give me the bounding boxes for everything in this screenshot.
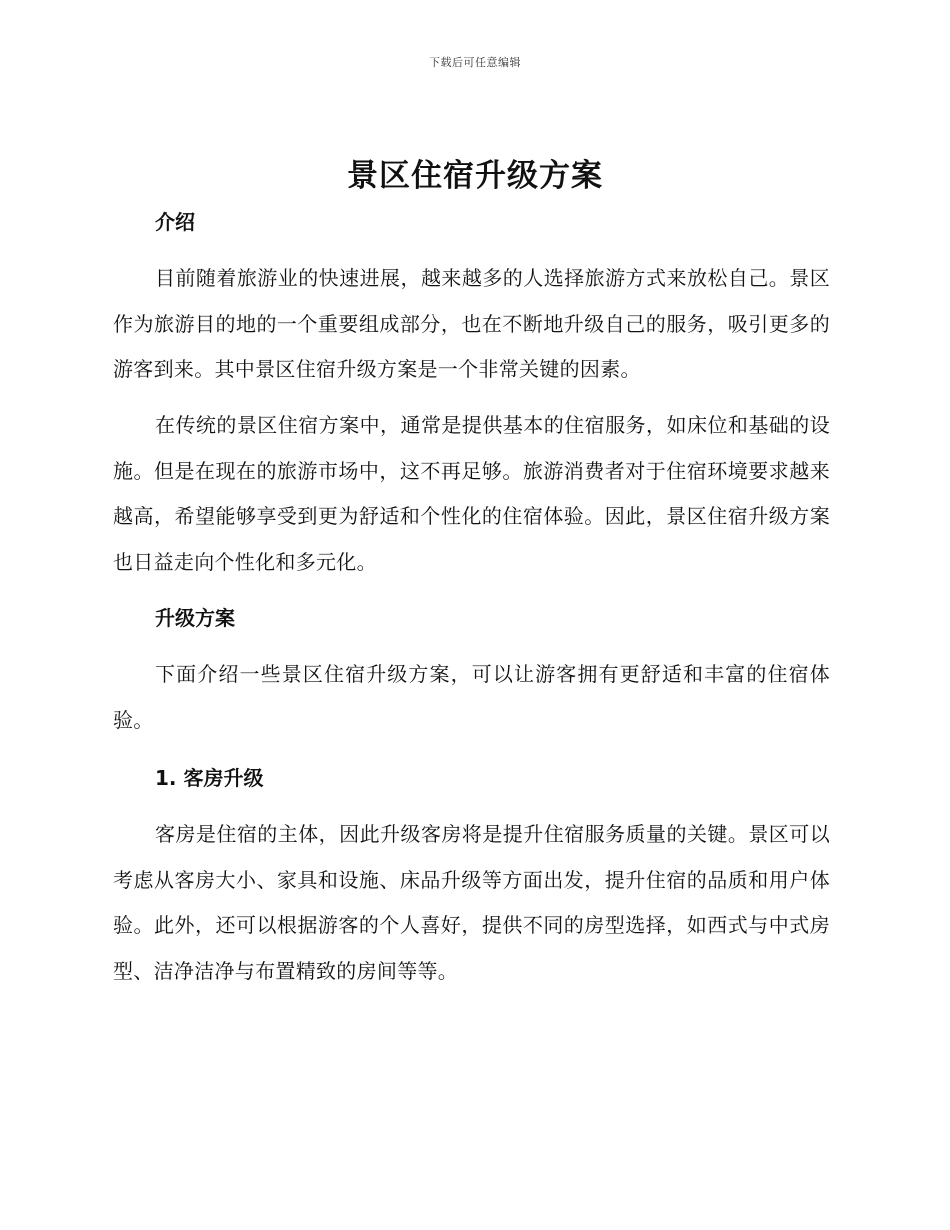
paragraph-intro-1: 目前随着旅游业的快速进展，越来越多的人选择旅游方式来放松自己。景区作为旅游目的地的一个重要组成部分，也在不断地升级自己的服务，吸引更多的游客到来。其中景区住宿升级方案是一个非常关键的因素。 [113,266,830,381]
section-heading-intro: 介绍 [155,210,195,234]
paragraph-rooms-1: 客房是住宿的主体，因此升级客房将是提升住宿服务质量的关键。景区可以考虑从客房大小、家具和设施、床品升级等方面出发，提升住宿的品质和用户体验。此外，还可以根据游客的个人喜好，提供不同的房型选择，如西式与中式房型、洁净洁净与布置精致的房间等等。 [113,822,830,983]
paragraph-upgrade-1: 下面介绍一些景区住宿升级方案，可以让游客拥有更舒适和丰富的住宿体验。 [113,662,830,732]
header-note: 下载后可任意编辑 [429,56,521,69]
section-heading-upgrade: 升级方案 [155,606,235,630]
paragraph-intro-2: 在传统的景区住宿方案中，通常是提供基本的住宿服务，如床位和基础的设施。但是在现在的旅游市场中，这不再足够。旅游消费者对于住宿环境要求越来越高，希望能够享受到更为舒适和个性化的住宿体验。因此，景区住宿升级方案也日益走向个性化和多元化。 [113,413,830,574]
document-title: 景区住宿升级方案 [347,158,603,194]
section-heading-rooms: 1. 客房升级 [155,766,264,790]
